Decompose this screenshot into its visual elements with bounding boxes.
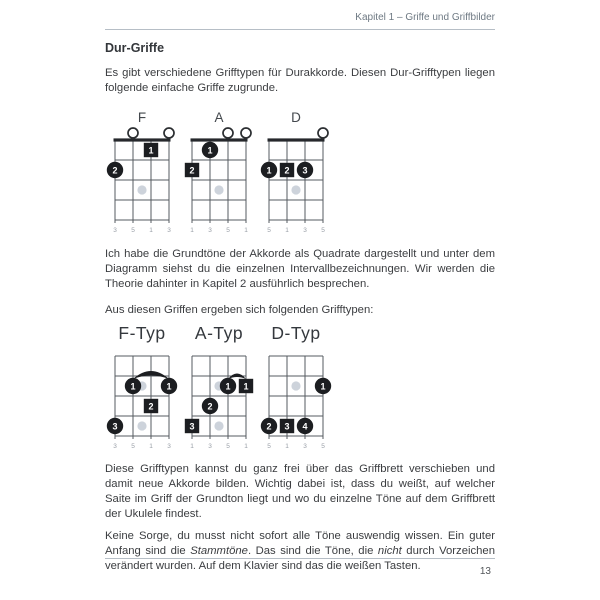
finger-number: 1 [148,145,154,156]
chord-title: D-Typ [271,323,321,343]
interval-label: 5 [321,227,325,234]
finger-number: 1 [130,381,136,392]
interval-label: 1 [285,443,289,450]
fretboard-dot-icon [137,421,146,430]
finger-number: 1 [243,381,249,392]
fretboard-dot-icon [214,185,223,194]
chord-grid [259,126,333,236]
interval-label: 3 [167,227,171,234]
finger-number: 1 [166,381,172,392]
page-number: 13 [479,566,491,577]
fretboard-dot-icon [291,185,300,194]
open-string-icon [223,128,233,138]
fretboard-dot-icon [291,381,300,390]
chapter-title: Kapitel 1 – Griffe und Griffbilder [355,12,495,23]
interval-label: 1 [149,227,153,234]
chord-title: F-Typ [118,323,166,343]
paragraph-lead: Aus diesen Griffen ergeben sich folgenden Grifftypen: [105,304,374,316]
open-string-icon [164,128,174,138]
chord-grid [259,342,333,452]
interval-label: 1 [244,227,248,234]
interval-label: 3 [208,227,212,234]
interval-label: 1 [244,443,248,450]
italic-term: Stammtöne [190,545,248,557]
paragraph-shift: Diese Grifftypen kannst du ganz frei über das Griffbrett verschieben und damit neue Akkorde bilden. Wichtig dabei ist, dass du weißt, auf welcher Saite im Griff der Grundton liegt und wo du einzelne Töne auf dem Griffbrett der Ukulele findest. [105,463,495,520]
italic-term: nicht [377,545,402,557]
open-string-icon [318,128,328,138]
nut [114,138,171,141]
chord-diagram-a-typ [182,324,256,452]
chord-title: D [291,110,301,125]
interval-label: 5 [131,227,135,234]
barre-arc [228,374,246,380]
interval-label: 5 [267,443,271,450]
chord-title: A [214,110,224,125]
interval-label: 5 [226,227,230,234]
interval-label: 5 [267,227,271,234]
finger-number: 2 [189,165,195,176]
finger-number: 4 [302,421,308,432]
page-header [105,12,495,30]
text-run: Keine Sorge, du musst nicht sofort alle Töne auswendig wissen. Ein guter Anfang sind die [105,530,495,557]
chord-grid [182,342,256,452]
finger-number: 2 [207,401,213,412]
finger-number: 1 [207,145,213,156]
finger-number: 3 [302,165,308,176]
chord-diagram-f [105,110,179,236]
fretboard-dot-icon [214,421,223,430]
chord-diagrams-basic [105,110,495,236]
finger-number: 2 [112,165,118,176]
chord-title: A-Typ [194,323,244,343]
interval-label: 3 [113,443,117,450]
chord-grid [105,342,179,452]
chord-diagram-f-typ [105,324,179,452]
chord-diagram-a [182,110,256,236]
interval-label: 3 [303,227,307,234]
chord-grid [105,126,179,236]
nut [191,138,248,141]
nut [268,138,325,141]
chord-title: F [137,110,147,125]
chord-diagrams-types [105,324,495,452]
interval-label: 3 [113,227,117,234]
interval-label: 3 [303,443,307,450]
interval-label: 5 [321,443,325,450]
paragraph-intro: Es gibt verschiedene Grifftypen für Durakkorde. Diesen Dur-Grifftypen liegen folgende einfache Griffe zugrunde. [105,67,495,94]
interval-label: 1 [149,443,153,450]
chord-diagram-d-typ [259,324,333,452]
text-run: durch Vorzeichen verändert wurden. Auf dem Klavier sind das die weißen Tasten. [105,545,495,572]
open-string-icon [241,128,251,138]
finger-number: 2 [148,401,154,412]
finger-number: 1 [266,165,272,176]
section-heading: Dur-Griffe [105,41,165,55]
fretboard-dot-icon [137,185,146,194]
interval-label: 5 [226,443,230,450]
finger-number: 1 [320,381,326,392]
finger-number: 2 [266,421,272,432]
interval-label: 1 [285,227,289,234]
finger-number: 3 [284,421,290,432]
paragraph-explain: Ich habe die Grundtöne der Akkorde als Quadrate dargestellt und unter dem Diagramm siehst du die einzelnen Intervallbezeichnungen. Wir werden die Theorie dahinter in Kapitel 2 ausführlich besprechen. [105,248,495,290]
interval-label: 1 [190,227,194,234]
chord-grid [182,126,256,236]
interval-label: 3 [208,443,212,450]
interval-label: 5 [131,443,135,450]
finger-number: 1 [225,381,231,392]
text-run: . Das sind die Töne, die [247,545,378,557]
finger-number: 3 [189,421,195,432]
interval-label: 3 [167,443,171,450]
finger-number: 3 [112,421,118,432]
page-footer [105,558,495,579]
finger-number: 2 [284,165,290,176]
open-string-icon [128,128,138,138]
interval-label: 1 [190,443,194,450]
chord-diagram-d [259,110,333,236]
